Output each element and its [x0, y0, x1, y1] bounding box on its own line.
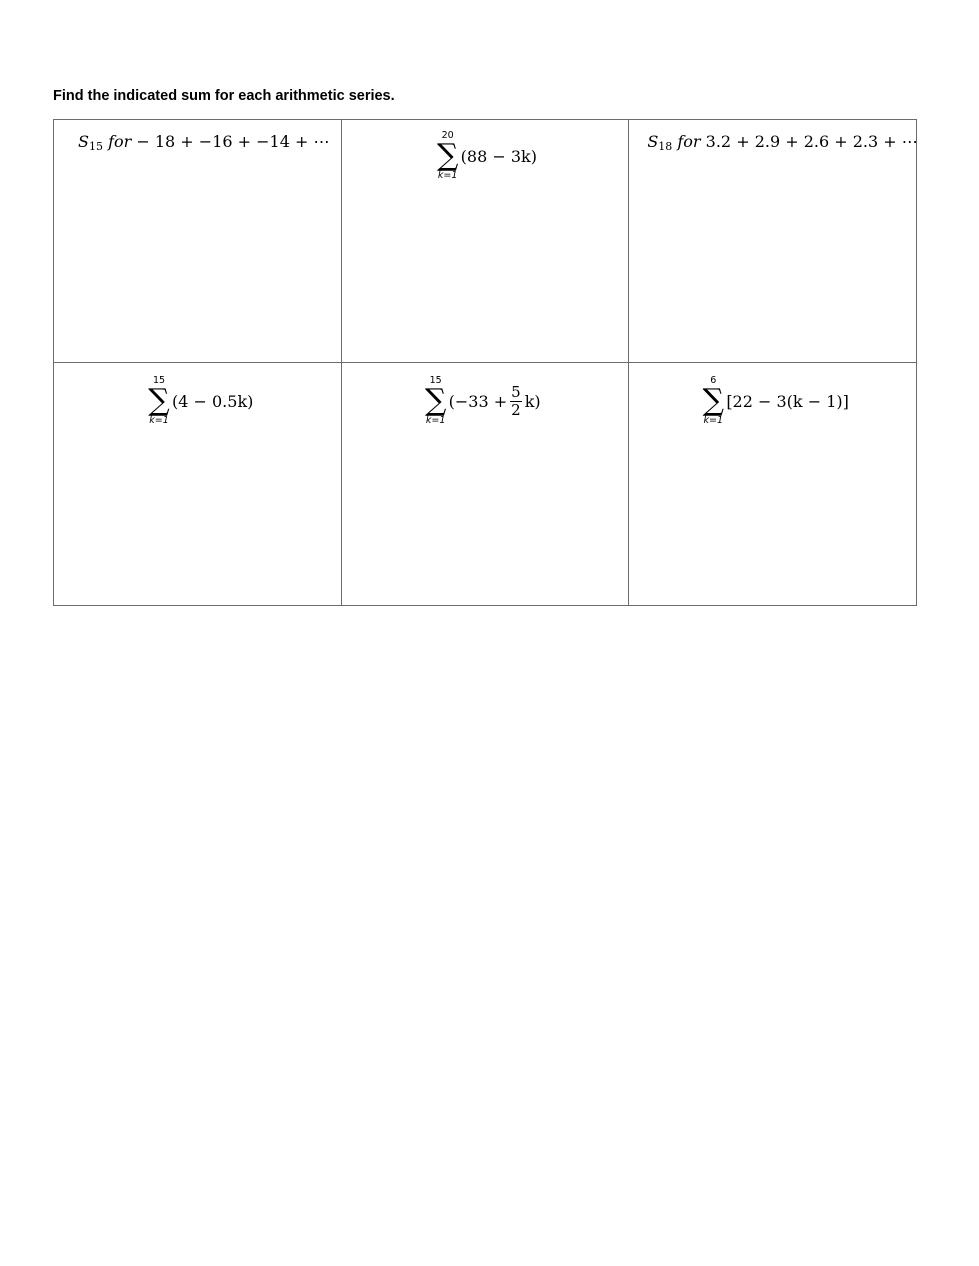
problem-5-expression	[424, 375, 541, 427]
fraction-denominator: 2	[511, 400, 521, 419]
series-terms: − 18 + −16 + −14 + ⋯	[131, 132, 330, 151]
sigma-symbol: ∑	[702, 383, 725, 418]
s-subscript: 15	[88, 140, 103, 153]
problem-cell-4[interactable]	[54, 363, 342, 606]
problem-cell-1[interactable]	[54, 120, 342, 363]
sigma-lower-limit: k=1	[437, 170, 458, 181]
summand: (4 − 0.5k)	[172, 391, 254, 411]
sigma-symbol: ∑	[148, 383, 170, 418]
for-word: for	[677, 132, 701, 151]
series-terms: 3.2 + 2.9 + 2.6 + 2.3 + ⋯	[700, 132, 918, 151]
summand-prefix: (−33 +	[448, 391, 508, 411]
for-word: for	[108, 132, 132, 151]
sigma-upper-limit: 15	[152, 375, 166, 386]
problem-cell-6[interactable]	[629, 363, 917, 606]
sigma-upper-limit: 15	[429, 375, 442, 386]
summand	[449, 384, 541, 419]
sigma-lower-limit: k=1	[149, 415, 169, 426]
problem-3-expression	[647, 132, 917, 153]
problem-cell-3[interactable]	[629, 120, 917, 363]
problem-cell-5[interactable]	[341, 363, 629, 606]
problem-4-expression	[147, 375, 253, 427]
s-label: S	[647, 132, 659, 151]
fraction-numerator: 5	[511, 382, 521, 401]
problem-6-expression	[701, 375, 849, 427]
s-label: S	[78, 132, 89, 151]
sigma-symbol: ∑	[424, 383, 447, 418]
sigma-symbol: ∑	[436, 138, 459, 173]
problem-grid	[53, 119, 917, 606]
summand: (88 − 3k)	[460, 146, 537, 166]
problem-2-expression	[436, 130, 537, 182]
sigma-upper-limit: 6	[710, 375, 717, 386]
instructions: Find the indicated sum for each arithmetic series.	[53, 88, 395, 104]
problem-1-expression	[78, 132, 329, 153]
s-subscript: 18	[658, 140, 673, 153]
summand: [22 − 3(k − 1)]	[726, 391, 849, 411]
problem-cell-2[interactable]	[341, 120, 629, 363]
sigma-upper-limit: 20	[441, 130, 454, 141]
sigma-lower-limit: k=1	[425, 415, 446, 426]
fraction	[510, 384, 522, 419]
summand-suffix: k)	[524, 391, 541, 411]
sigma-lower-limit: k=1	[703, 415, 724, 426]
